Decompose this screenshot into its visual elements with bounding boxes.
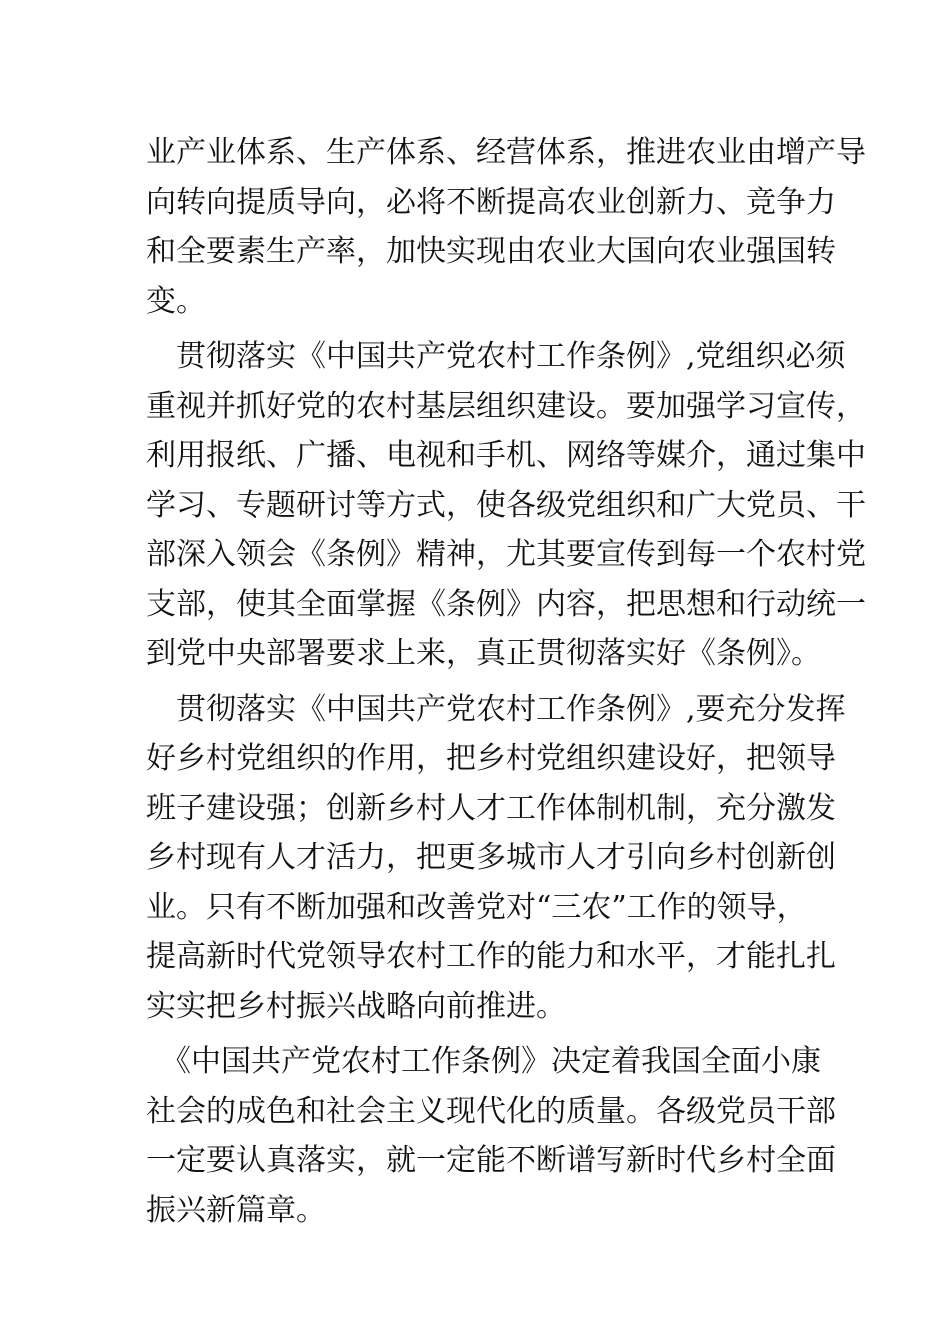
text-line: 实实把乡村振兴战略向前推进。 xyxy=(146,988,566,1024)
paragraph-3 xyxy=(146,685,846,1032)
body-text xyxy=(146,128,866,1235)
paragraph-1 xyxy=(146,128,866,326)
text-line: 部深入领会《条例》精神，尤其要宣传到每一个农村党 xyxy=(146,537,866,572)
text-line: 一定要认真落实，就一定能不断谱写新时代乡村全面 xyxy=(146,1143,836,1178)
paragraph-2 xyxy=(146,332,866,679)
text-line: 乡村现有人才活力，把更多城市人才引向乡村创新创 xyxy=(146,840,836,875)
text-line: 重视并抓好党的农村基层组织建设。要加强学习宣传， xyxy=(146,388,866,424)
text-line: 和全要素生产率，加快实现由农业大国向农业强国转 xyxy=(146,234,836,269)
text-line: 学习、专题研讨等方式，使各级党组织和广大党员、干 xyxy=(146,487,866,523)
text-line: 好乡村党组织的作用，把乡村党组织建设好，把领导 xyxy=(146,741,836,776)
text-line: 贯彻落实《中国共产党农村工作条例》,党组织必须 xyxy=(146,339,846,374)
text-line: 《中国共产党农村工作条例》决定着我国全面小康 xyxy=(146,1044,821,1079)
text-line: 支部，使其全面掌握《条例》内容，把思想和行动统一 xyxy=(146,586,866,622)
text-line: 贯彻落实《中国共产党农村工作条例》,要充分发挥 xyxy=(146,691,846,727)
text-line: 变。 xyxy=(146,283,206,319)
text-line: 提高新时代党领导农村工作的能力和水平，才能扎扎 xyxy=(146,939,836,974)
paragraph-4 xyxy=(146,1037,836,1235)
text-line: 向转向提质导向，必将不断提高农业创新力、竞争力 xyxy=(146,184,836,220)
text-line: 社会的成色和社会主义现代化的质量。各级党员干部 xyxy=(146,1093,836,1129)
text-line: 利用报纸、广播、电视和手机、网络等媒介，通过集中 xyxy=(146,438,866,473)
text-line: 振兴新篇章。 xyxy=(146,1192,326,1228)
text-line: 业。只有不断加强和改善党对“三农”工作的领导， xyxy=(146,889,807,925)
text-line: 到党中央部署要求上来，真正贯彻落实好《条例》。 xyxy=(146,636,821,671)
text-line: 班子建设强；创新乡村人才工作体制机制，充分激发 xyxy=(146,790,836,826)
text-line: 业产业体系、生产体系、经营体系，推进农业由增产导 xyxy=(146,135,866,170)
